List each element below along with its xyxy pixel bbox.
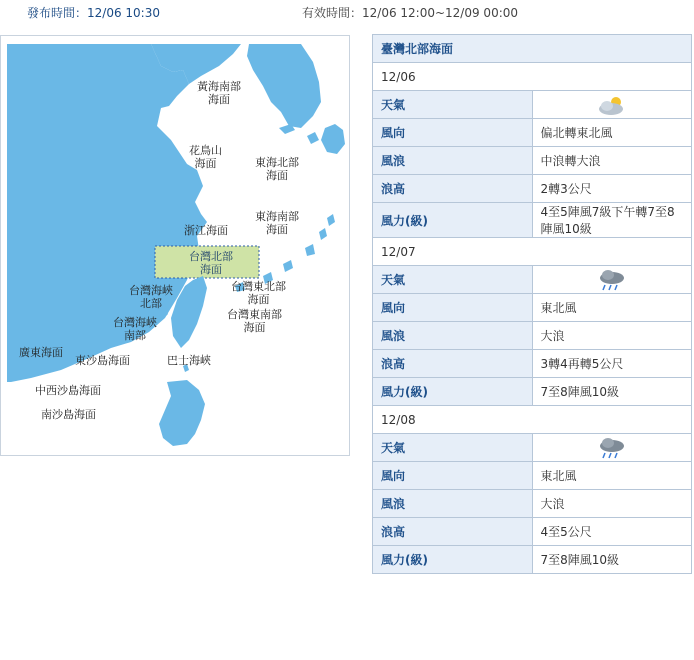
force-value: 4至5陣風7級下午轉7至8陣風10級: [532, 203, 692, 238]
date-row: [373, 63, 692, 91]
wave-label: 風浪: [373, 147, 533, 175]
weather-row: [373, 91, 692, 119]
weather-cell: [532, 434, 692, 462]
label-nansha[interactable]: 南沙島海面: [41, 408, 96, 421]
partly-cloudy-icon: [596, 93, 628, 117]
wind-dir-row: [373, 119, 692, 147]
label-taiwan-north[interactable]: 台灣北部 海面: [189, 250, 233, 276]
forecast-table: [372, 34, 692, 574]
force-label: 風力(級): [373, 378, 533, 406]
label-huaniaoshan[interactable]: 花鳥山 海面: [189, 144, 222, 170]
wind-dir-value: 東北風: [532, 294, 692, 322]
weather-row: [373, 434, 692, 462]
wind-dir-label: 風向: [373, 119, 533, 147]
force-row: [373, 378, 692, 406]
weather-label: 天氣: [373, 434, 533, 462]
height-row: [373, 175, 692, 203]
force-row: [373, 203, 692, 238]
date-cell: 12/06: [373, 63, 692, 91]
date-cell: 12/08: [373, 406, 692, 434]
force-value: 7至8陣風10級: [532, 378, 692, 406]
label-dongsha[interactable]: 東沙島海面: [75, 354, 130, 367]
wave-row: [373, 490, 692, 518]
forecast-panel: [372, 34, 692, 574]
wave-value: 大浪: [532, 490, 692, 518]
rain-cloud-icon: [596, 436, 628, 460]
ryukyu-2: [319, 228, 327, 240]
korea-land: [247, 44, 321, 128]
kyushu-land: [321, 124, 345, 154]
weather-row: [373, 266, 692, 294]
wave-row: [373, 322, 692, 350]
date-row: [373, 238, 692, 266]
wave-value: 大浪: [532, 322, 692, 350]
label-zhejiang[interactable]: 浙江海面: [184, 224, 228, 237]
wind-dir-row: [373, 462, 692, 490]
rain-cloud-icon: [596, 268, 628, 292]
wave-row: [373, 147, 692, 175]
force-value: 7至8陣風10級: [532, 546, 692, 574]
wind-dir-label: 風向: [373, 462, 533, 490]
label-taiwan-strait-north[interactable]: 台灣海峽 北部: [129, 284, 173, 310]
height-row: [373, 518, 692, 546]
wind-dir-label: 風向: [373, 294, 533, 322]
weather-cell: [532, 91, 692, 119]
height-label: 浪高: [373, 175, 533, 203]
weather-label: 天氣: [373, 266, 533, 294]
ryukyu-3: [305, 244, 315, 256]
height-label: 浪高: [373, 350, 533, 378]
wave-label: 風浪: [373, 490, 533, 518]
date-cell: 12/07: [373, 238, 692, 266]
label-east-china-sea-south[interactable]: 東海南部 海面: [255, 210, 299, 236]
region-title: 臺灣北部海面: [373, 35, 692, 63]
date-row: [373, 406, 692, 434]
ryukyu-1: [327, 214, 335, 226]
label-central-west-sansha[interactable]: 中西沙島海面: [35, 384, 101, 397]
height-value: 2轉3公尺: [532, 175, 692, 203]
label-guangdong[interactable]: 廣東海面: [19, 346, 63, 359]
valid-time: 有效時間：12/06 12:00~12/09 00:00: [302, 6, 519, 20]
issue-time: 發布時間：12/06 10:30: [27, 6, 160, 20]
wave-value: 中浪轉大浪: [532, 147, 692, 175]
height-value: 3轉4再轉5公尺: [532, 350, 692, 378]
wind-dir-value: 偏北轉東北風: [532, 119, 692, 147]
force-label: 風力(級): [373, 203, 533, 238]
height-value: 4至5公尺: [532, 518, 692, 546]
ryukyu-4: [283, 260, 293, 272]
wind-dir-value: 東北風: [532, 462, 692, 490]
force-label: 風力(級): [373, 546, 533, 574]
wave-label: 風浪: [373, 322, 533, 350]
sea-area-map: [0, 35, 350, 456]
force-row: [373, 546, 692, 574]
region-header-row: [373, 35, 692, 63]
label-yellow-sea-south[interactable]: 黃海南部 海面: [197, 80, 241, 106]
weather-label: 天氣: [373, 91, 533, 119]
height-row: [373, 350, 692, 378]
label-taiwan-northeast[interactable]: 台灣東北部 海面: [231, 280, 286, 306]
height-label: 浪高: [373, 518, 533, 546]
label-taiwan-strait-south[interactable]: 台灣海峽 南部: [113, 316, 157, 342]
label-bashi[interactable]: 巴士海峽: [167, 354, 211, 367]
weather-cell: [532, 266, 692, 294]
header-bar: [0, 0, 694, 26]
luzon-land: [159, 380, 205, 446]
wind-dir-row: [373, 294, 692, 322]
label-taiwan-southeast[interactable]: 台灣東南部 海面: [227, 308, 282, 334]
small-island-2: [307, 132, 319, 144]
label-east-china-sea-north[interactable]: 東海北部 海面: [255, 156, 299, 182]
